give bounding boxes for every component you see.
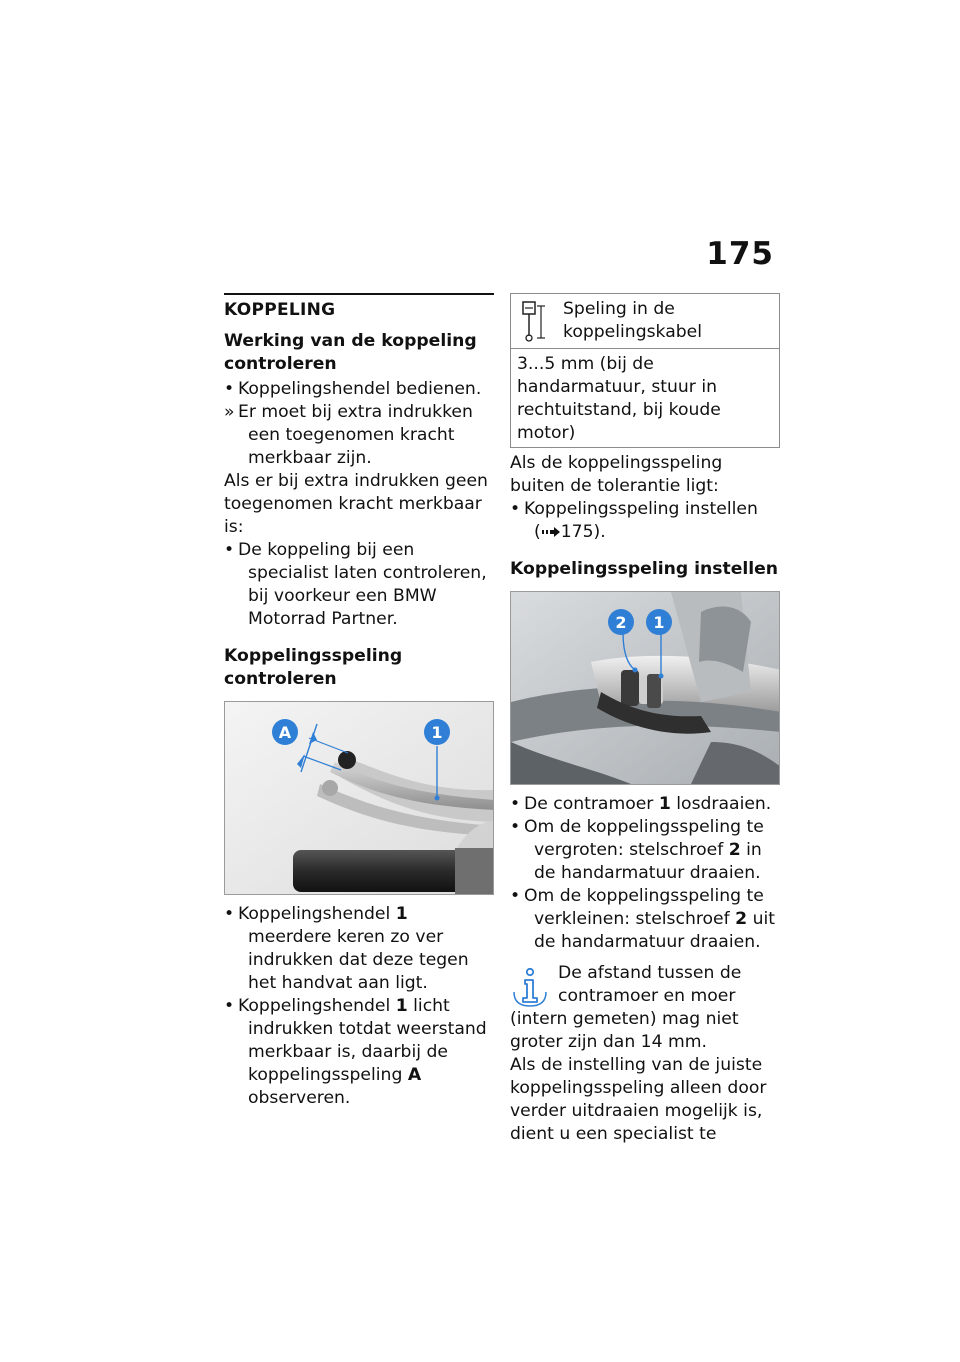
info-icon [510,964,550,1008]
section-rule [224,293,494,295]
list-item: • Koppelingshendel 1 meerdere keren zo ver indrukken dat deze tegen het handvat aan ligt. [224,904,469,993]
note-text: De afstand tussen de contramoer en moer (intern gemeten) mag niet groter zijn dan 14 mm. [510,963,742,1052]
measurement-icon [515,298,551,344]
list-item: • Om de koppelingsspeling te vergroten: stelschroef 2 in de handarmatuur draaien. [510,817,764,883]
list-specialist [224,539,494,631]
callout-a: A [278,723,292,742]
section-title: KOPPELING [224,300,336,320]
list-adjust-ref [510,498,780,544]
info-note [510,962,780,1054]
list-item: • Koppelingshendel bedienen. [224,379,482,399]
list-play-steps [224,903,494,1110]
subheading-check-play: Koppelingsspeling controleren [224,646,403,689]
list-item: • De contramoer 1 losdraaien. [510,794,772,814]
right-column [510,293,780,1146]
list-item: » Er moet bij extra indrukken een toegenomen kracht merkbaar zijn. [224,402,473,468]
list-item: • Om de koppelingsspeling te verkleinen: stelschroef 2 uit de handarmatuur draaien. [510,886,775,952]
callout-2: 2 [615,613,627,632]
spec-label: Speling in de koppelingskabel [563,299,703,342]
adjuster-illustration [511,592,780,784]
spec-value: 3...5 mm (bij de handarmatuur, stuur in rechtuitstand, bij koude motor) [517,354,721,443]
paragraph: Als er bij extra indrukken geen toegenomen kracht merkbaar is: [224,471,488,537]
left-column [224,293,494,1110]
clutch-lever-figure [224,701,494,895]
callout-1: 1 [653,613,665,632]
list-adjust-steps [510,793,780,954]
list-item: • De koppeling bij een specialist laten controleren, bij voorkeur een BMW Motorrad Partner. [224,540,487,629]
page-number: 175 [706,236,774,272]
subheading-check-clutch: Werking van de koppeling controleren [224,331,477,374]
spec-box [510,293,780,448]
subheading-adjust-play: Koppelingsspeling instellen [510,559,779,579]
clutch-lever-illustration [225,702,494,894]
callout-1: 1 [431,723,443,742]
paragraph: Als de instelling van de juiste koppelingsspeling alleen door verder uitdraaien mogelijk is, dient u een specialist te [510,1055,767,1144]
list-item: • Koppelingsspeling instellen ( 175). [510,499,758,542]
paragraph: Als de koppelingsspeling buiten de tolerantie ligt: [510,453,723,496]
adjuster-figure [510,591,780,785]
list-check-steps [224,378,494,470]
page-reference-arrow-icon [541,526,561,538]
list-item: • Koppelingshendel 1 licht indrukken totdat weerstand merkbaar is, daarbij de koppelingsspeling A observeren. [224,996,487,1108]
